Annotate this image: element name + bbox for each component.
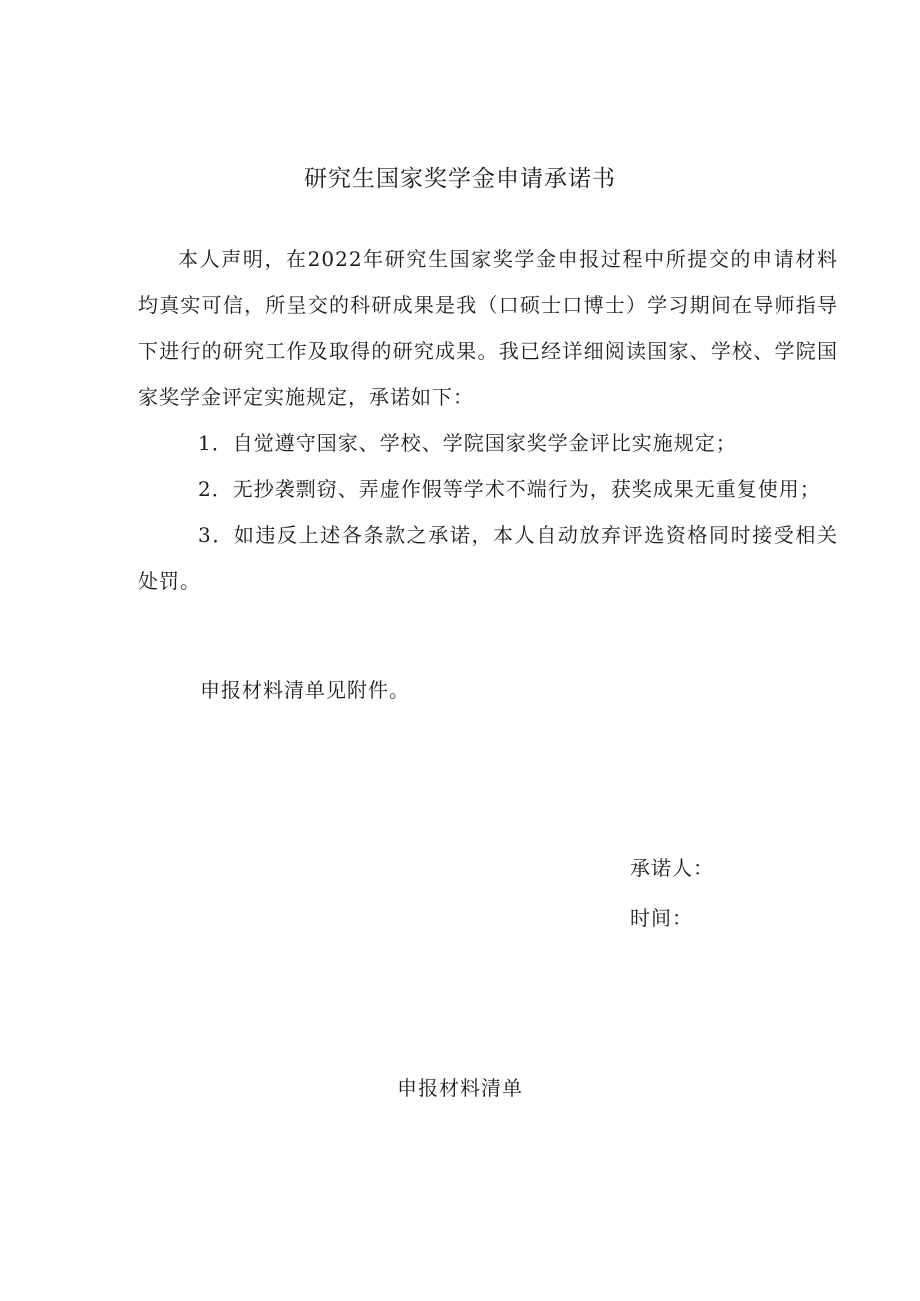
declaration-intro: 本人声明，在2022年研究生国家奖学金申报过程中所提交的申请材料均真实可信，所呈交的科研成果是我（口硕士口博士）学习期间在导师指导下进行的研究工作及取得的研究成果。我已经详细阅读国家、学校、学院国家奖学金评定实施规定，承诺如下：: [138, 247, 838, 409]
declaration-body: [138, 236, 838, 604]
commitment-item-3: 3．如违反上述各条款之承诺，本人自动放弃评选资格同时接受相关处罚。: [138, 523, 838, 593]
commitment-item-1: 1．自觉遵守国家、学校、学院国家奖学金评比实施规定；: [198, 431, 737, 455]
document-title: 研究生国家奖学金申请承诺书: [304, 166, 616, 192]
date-label: 时间：: [630, 906, 693, 930]
attachment-note: 申报材料清单见附件。: [200, 678, 410, 702]
committer-label: 承诺人：: [630, 856, 714, 880]
materials-list-heading: 申报材料清单: [397, 1076, 523, 1100]
commitment-item-2: 2．无抄袭剽窃、弄虚作假等学术不端行为，获奖成果无重复使用；: [198, 477, 821, 501]
